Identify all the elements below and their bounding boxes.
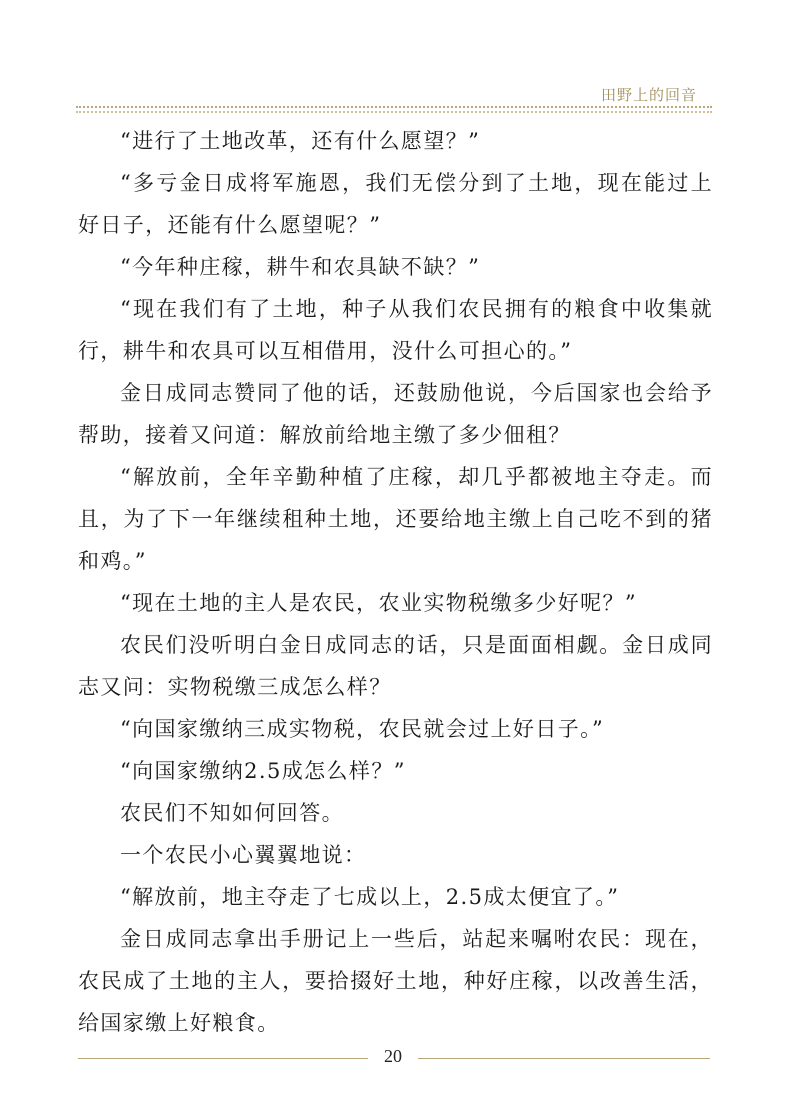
paragraph: “今年种庄稼，耕牛和农具缺不缺？” xyxy=(120,255,481,279)
footer-rule-right xyxy=(418,1058,710,1059)
paragraph: “向国家缴纳2.5成怎么样？” xyxy=(120,759,406,783)
paragraph: “现在我们有了土地，种子从我们农民拥有的粮食中收集就行，耕牛和农具可以互相借用，没什么可担心的。” xyxy=(78,297,713,363)
paragraph: 金日成同志赞同了他的话，还鼓励他说，今后国家也会给予帮助，接着又问道：解放前给地主缴了多少佃租？ xyxy=(78,381,713,447)
body-text xyxy=(78,120,713,1044)
running-header-title: 田野上的回音 xyxy=(600,86,697,104)
paragraph: “解放前，全年辛勤种植了庄稼，却几乎都被地主夺走。而且，为了下一年继续租种土地，还要给地主缴上自己吃不到的猪和鸡。” xyxy=(78,465,713,573)
paragraph: “多亏金日成将军施恩，我们无偿分到了土地，现在能过上好日子，还能有什么愿望呢？” xyxy=(78,171,713,237)
page-number: 20 xyxy=(384,1046,402,1066)
paragraph: “向国家缴纳三成实物税，农民就会过上好日子。” xyxy=(120,717,605,741)
paragraph: “现在土地的主人是农民，农业实物税缴多少好呢？” xyxy=(120,591,638,615)
paragraph: 农民们不知如何回答。 xyxy=(120,801,344,825)
paragraph: “解放前，地主夺走了七成以上，2.5成太便宜了。” xyxy=(120,885,620,909)
header-dotted-rule xyxy=(76,106,712,108)
paragraph: 农民们没听明白金日成同志的话，只是面面相觑。金日成同志又问：实物税缴三成怎么样？ xyxy=(78,633,713,699)
paragraph: 金日成同志拿出手册记上一些后，站起来嘱咐农民：现在，农民成了土地的主人，要拾掇好土地，种好庄稼，以改善生活，给国家缴上好粮食。 xyxy=(78,927,713,1035)
header-dotted-rule-lower xyxy=(76,111,712,113)
paragraph: 一个农民小心翼翼地说： xyxy=(120,843,367,867)
paragraph: “进行了土地改革，还有什么愿望？” xyxy=(120,129,481,153)
footer-rule-left xyxy=(78,1058,368,1059)
